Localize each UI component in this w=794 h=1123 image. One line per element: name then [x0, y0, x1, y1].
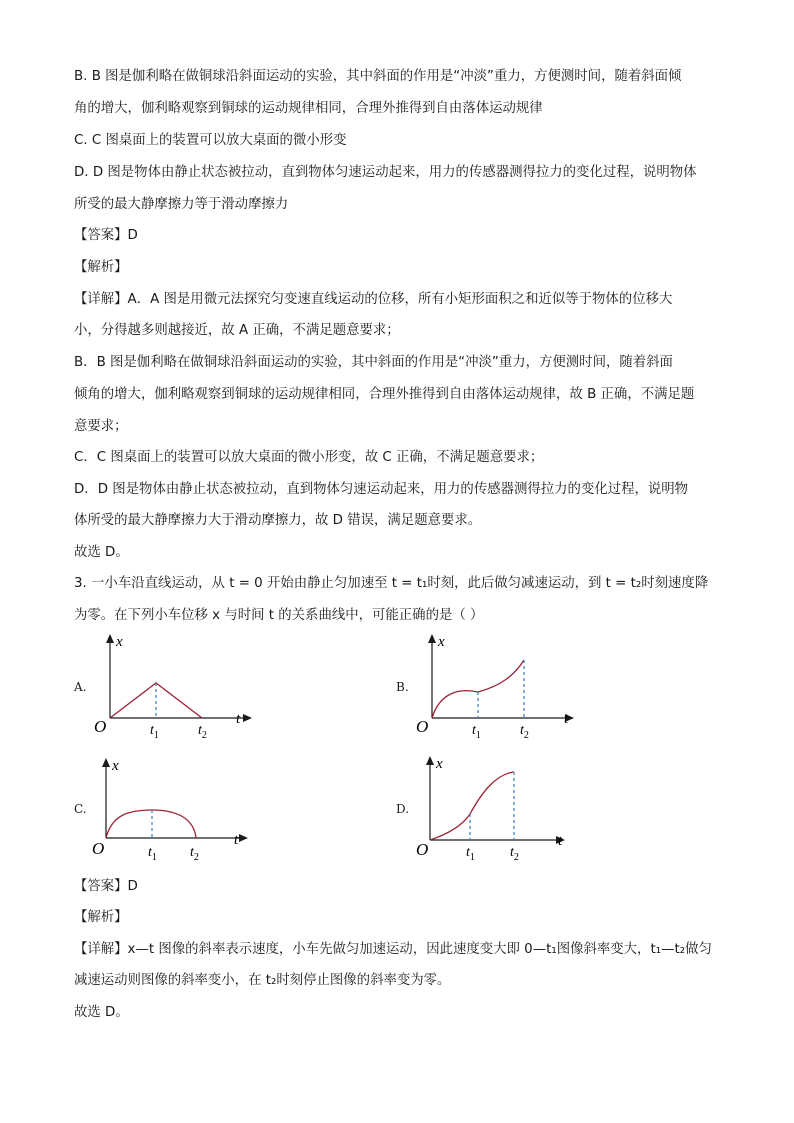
curve-a — [110, 683, 202, 718]
x-axis-label: t — [564, 711, 569, 727]
answer-label: 【答案】D — [74, 879, 138, 894]
text-line: 角的增大，伽利略观察到铜球的运动规律相同，合理外推得到自由落体运动规律 — [74, 101, 543, 116]
t2-label: $t_2$ — [190, 845, 199, 863]
final-answer: 故选 D。 — [74, 1005, 129, 1020]
text-line: 【详解】A．A 图是用微元法探究匀变速直线运动的位移，所有小矩形面积之和近似等于物体的位移大 — [74, 292, 673, 307]
t1-label: $t_1$ — [150, 723, 159, 741]
curve-d — [430, 772, 514, 840]
graph-a — [88, 630, 258, 742]
graph-b — [410, 630, 580, 742]
text-line: 小，分得越多则越接近，故 A 正确，不满足题意要求； — [74, 323, 400, 338]
text-line: B．B 图是伽利略在做铜球沿斜面运动的实验，其中斜面的作用是“冲淡”重力，方便测时间，随着斜面 — [74, 355, 673, 370]
x-axis-label: t — [558, 833, 563, 849]
t1-label: $t_1$ — [472, 723, 481, 741]
t1-label: $t_1$ — [466, 845, 475, 863]
y-axis-label: x — [436, 756, 443, 772]
origin-label: O — [416, 840, 429, 859]
y-axis-label: x — [116, 634, 123, 650]
t2-label: $t_2$ — [520, 723, 529, 741]
text-line: B. B 图是伽利略在做铜球沿斜面运动的实验，其中斜面的作用是“冲淡”重力，方便测时间，随着斜面倾 — [74, 69, 682, 84]
question-3-text: 为零。在下列小车位移 x 与时间 t 的关系曲线中，可能正确的是（ ） — [74, 608, 484, 623]
y-axis-label: x — [438, 634, 445, 650]
analysis-label: 【解析】 — [74, 910, 128, 925]
text-line: D．D 图是物体由静止状态被拉动，直到物体匀速运动起来，用力的传感器测得拉力的变化过程，说明物 — [74, 482, 689, 497]
text-line: 体所受的最大静摩擦力大于滑动摩擦力，故 D 错误，满足题意要求。 — [74, 513, 482, 528]
curve-b — [432, 660, 524, 718]
t1-label: $t_1$ — [148, 845, 157, 863]
curve-c — [106, 810, 196, 838]
text-line: 所受的最大静摩擦力等于滑动摩擦力 — [74, 197, 289, 212]
text-line: D. D 图是物体由静止状态被拉动，直到物体匀速运动起来，用力的传感器测得拉力的变化过程，说明物体 — [74, 165, 697, 180]
text-line: C. C 图桌面上的装置可以放大桌面的微小形变 — [74, 133, 347, 148]
analysis-label: 【解析】 — [74, 260, 128, 275]
question-3-text: 3. 一小车沿直线运动，从 t = 0 开始由静止匀加速至 t = t₁时刻，此后做匀减速运动，到 t = t₂时刻速度降 — [74, 576, 709, 591]
x-axis-label: t — [234, 832, 239, 848]
x-axis-label: t — [236, 711, 241, 727]
t2-label: $t_2$ — [198, 723, 207, 741]
text-line: C．C 图桌面上的装置可以放大桌面的微小形变，故 C 正确，不满足题意要求； — [74, 450, 544, 465]
text-line: 减速运动则图像的斜率变小，在 t₂时刻停止图像的斜率变为零。 — [74, 973, 451, 988]
origin-label: O — [94, 717, 107, 736]
text-line: 意要求； — [74, 419, 128, 434]
option-c-label: C. — [74, 802, 87, 816]
text-line: 【详解】x—t 图像的斜率表示速度，小车先做匀加速运动，因此速度变大即 0—t₁图像斜率变大，t₁—t₂做匀 — [74, 942, 712, 957]
t2-label: $t_2$ — [510, 845, 519, 863]
option-d-label: D. — [396, 802, 410, 816]
option-b-label: B. — [396, 680, 409, 694]
graph-d — [408, 752, 578, 864]
origin-label: O — [92, 839, 105, 858]
final-answer: 故选 D。 — [74, 545, 129, 560]
text-line: 倾角的增大，伽利略观察到铜球的运动规律相同，合理外推得到自由落体运动规律，故 B 正确，不满足题 — [74, 387, 695, 402]
y-axis-label: x — [112, 758, 119, 774]
answer-label: 【答案】D — [74, 228, 138, 243]
origin-label: O — [416, 717, 429, 736]
graph-c — [84, 752, 254, 864]
option-a-label: A. — [74, 680, 87, 694]
